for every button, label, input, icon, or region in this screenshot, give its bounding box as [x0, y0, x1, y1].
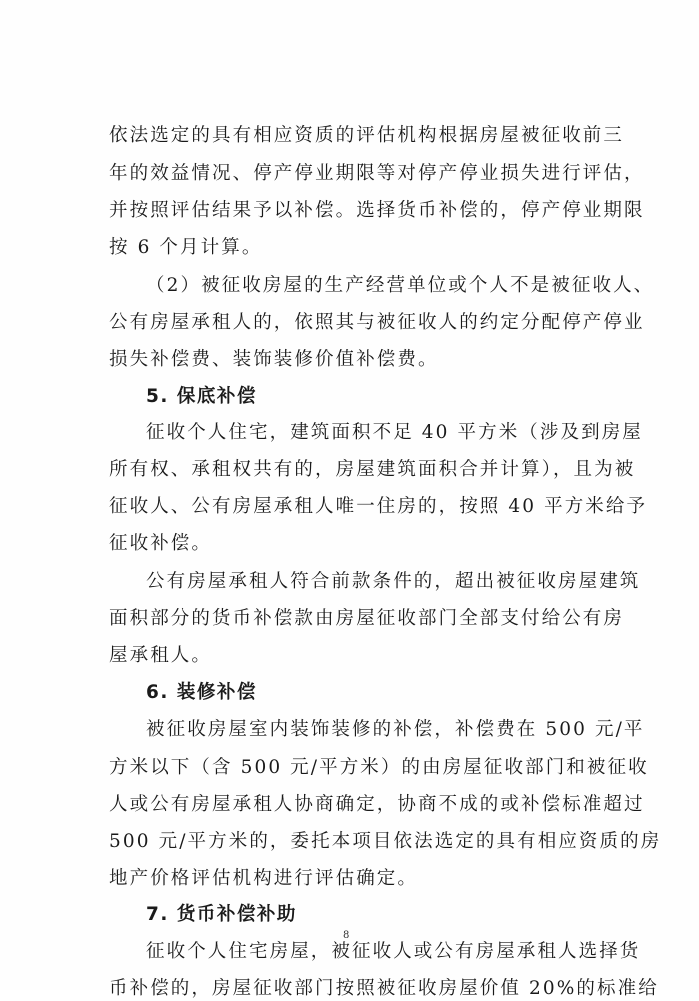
body-line: 屋承租人。	[109, 645, 213, 666]
body-line: 地产价格评估机构进行评估确定。	[109, 868, 419, 889]
section-heading-6: 6. 装修补偿	[146, 682, 257, 703]
body-line: 征收补偿。	[109, 533, 213, 554]
body-line: 征收人、公有房屋承租人唯一住房的，按照 40 平方米给予	[109, 496, 648, 517]
body-line: 方米以下（含 500 元/平方米）的由房屋征收部门和被征收	[109, 757, 649, 778]
body-line: 损失补偿费、装饰装修价值补偿费。	[109, 349, 439, 370]
body-line: 年的效益情况、停产停业期限等对停产停业损失进行评估，	[109, 163, 645, 184]
body-line: 征收个人住宅房屋，被征收人或公有房屋承租人选择货	[146, 941, 641, 962]
body-line: 公有房屋承租人符合前款条件的，超出被征收房屋建筑	[146, 571, 641, 592]
section-heading-7: 7. 货币补偿补助	[146, 904, 297, 925]
body-line: 币补偿的，房屋征收部门按照被征收房屋价值 20%的标准给	[109, 978, 659, 999]
section-heading-5: 5. 保底补偿	[146, 386, 257, 407]
body-line: 所有权、承租权共有的，房屋建筑面积合并计算），且为被	[109, 459, 636, 480]
body-line: 公有房屋承租人的，依照其与被征收人的约定分配停产停业	[109, 312, 645, 333]
body-line: 征收个人住宅，建筑面积不足 40 平方米（涉及到房屋	[146, 422, 643, 443]
body-line: 500 元/平方米的，委托本项目依法选定的具有相应资质的房	[109, 831, 662, 852]
body-line: 人或公有房屋承租人协商确定，协商不成的或补偿标准超过	[109, 794, 645, 815]
body-line: （2）被征收房屋的生产经营单位或个人不是被征收人、	[146, 275, 655, 296]
body-line: 并按照评估结果予以补偿。选择货币补偿的，停产停业期限	[109, 200, 645, 221]
body-line: 被征收房屋室内装饰装修的补偿，补偿费在 500 元/平	[146, 719, 645, 740]
body-line: 按 6 个月计算。	[109, 237, 263, 258]
body-line: 依法选定的具有相应资质的评估机构根据房屋被征收前三	[109, 125, 625, 146]
page-number: 8	[343, 930, 350, 941]
body-line: 面积部分的货币补偿款由房屋征收部门全部支付给公有房	[109, 608, 625, 629]
